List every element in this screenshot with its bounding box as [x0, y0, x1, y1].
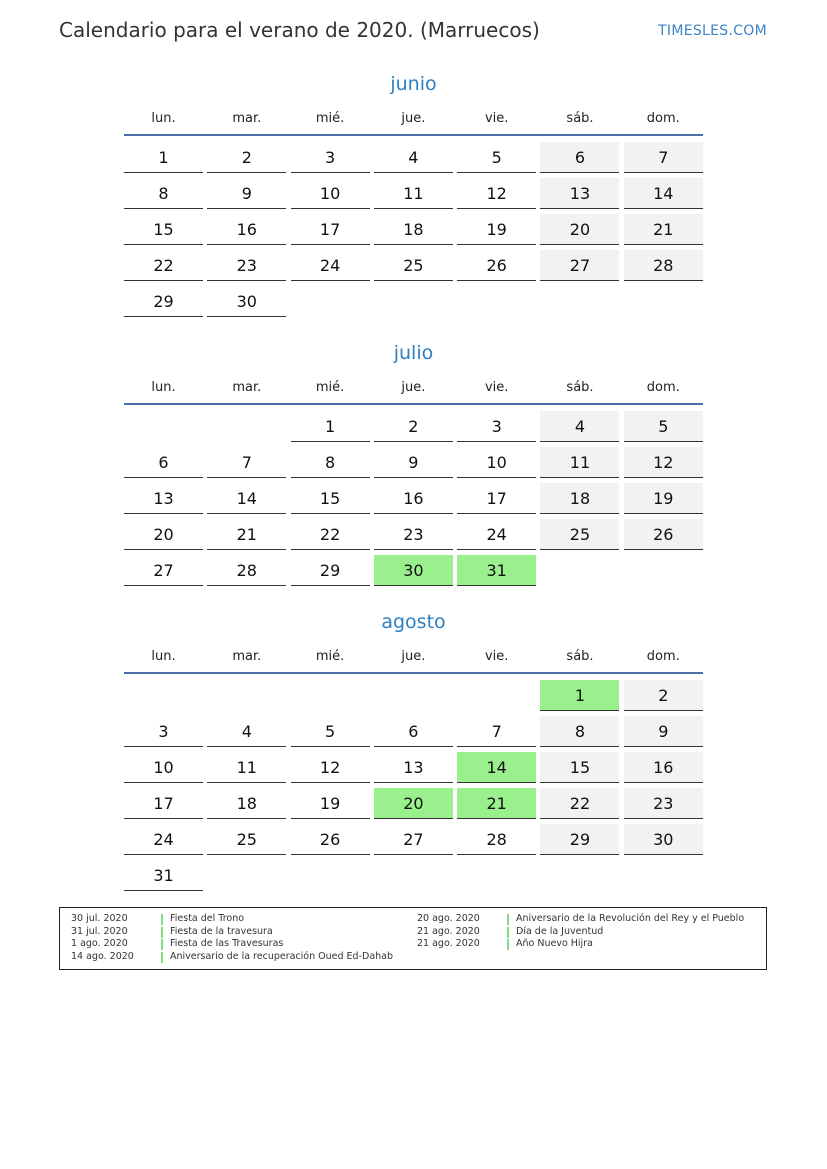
weekday-header	[124, 374, 703, 400]
day-cell: 8	[291, 447, 370, 478]
week-row	[124, 250, 703, 286]
empty-day-cell	[624, 860, 703, 891]
day-cell: 11	[540, 447, 619, 478]
legend-holiday-name: Fiesta de las Travesuras	[170, 938, 284, 950]
day-cell: 22	[540, 788, 619, 819]
day-cell: 20	[374, 788, 453, 819]
legend-item	[71, 913, 393, 926]
week-row	[124, 178, 703, 214]
empty-day-cell	[374, 860, 453, 891]
day-cell: 18	[207, 788, 286, 819]
holiday-marker	[161, 939, 163, 950]
empty-day-cell	[291, 860, 370, 891]
empty-day-cell	[624, 286, 703, 317]
week-row	[124, 555, 703, 591]
weekday-label: lun.	[151, 648, 176, 664]
day-cell: 6	[124, 447, 203, 478]
weekday-label: vie.	[484, 110, 509, 126]
day-cell: 22	[291, 519, 370, 550]
day-cell: 21	[457, 788, 536, 819]
weekday-label: jue.	[401, 110, 426, 126]
empty-day-cell	[457, 860, 536, 891]
holiday-legend	[59, 907, 767, 970]
brand-link[interactable]: TIMESLES.COM	[658, 23, 767, 39]
week-row	[124, 788, 703, 824]
day-cell: 15	[540, 752, 619, 783]
holiday-marker	[507, 927, 509, 938]
day-cell: 22	[124, 250, 203, 281]
legend-item	[71, 938, 393, 951]
weekday-label: mié.	[315, 648, 345, 664]
day-cell: 20	[540, 214, 619, 245]
day-cell: 1	[291, 411, 370, 442]
day-cell: 9	[207, 178, 286, 209]
month-calendar-agosto	[124, 608, 703, 896]
legend-holiday-name: Fiesta de la travesura	[170, 925, 273, 937]
day-cell: 19	[624, 483, 703, 514]
legend-date: 30 jul. 2020	[71, 913, 128, 924]
weekday-label: dom.	[646, 379, 680, 395]
day-cell: 8	[540, 716, 619, 747]
day-cell: 17	[291, 214, 370, 245]
day-cell: 2	[207, 142, 286, 173]
day-cell: 19	[291, 788, 370, 819]
day-cell: 27	[124, 555, 203, 586]
day-cell: 1	[124, 142, 203, 173]
empty-day-cell	[624, 555, 703, 586]
day-cell: 21	[624, 214, 703, 245]
month-calendar-junio	[124, 70, 703, 322]
empty-day-cell	[207, 860, 286, 891]
legend-column-left	[71, 913, 393, 964]
day-cell: 3	[124, 716, 203, 747]
weekday-label: lun.	[151, 110, 176, 126]
day-cell: 14	[457, 752, 536, 783]
day-cell: 4	[207, 716, 286, 747]
week-row	[124, 483, 703, 519]
weekday-label: mié.	[315, 379, 345, 395]
week-row	[124, 824, 703, 860]
day-cell: 17	[457, 483, 536, 514]
holiday-marker	[507, 914, 509, 925]
holiday-marker	[161, 927, 163, 938]
day-cell: 1	[540, 680, 619, 711]
day-cell: 14	[624, 178, 703, 209]
weekday-label: dom.	[646, 110, 680, 126]
day-cell: 27	[540, 250, 619, 281]
legend-column-right	[417, 913, 744, 951]
day-cell: 7	[207, 447, 286, 478]
empty-day-cell	[207, 411, 286, 442]
day-cell: 26	[457, 250, 536, 281]
day-cell: 10	[124, 752, 203, 783]
legend-holiday-name: Aniversario de la recuperación Oued Ed-Dahab	[170, 951, 394, 963]
day-cell: 31	[124, 860, 203, 891]
page-title: Calendario para el verano de 2020. (Marruecos)	[59, 18, 540, 42]
weekday-header	[124, 643, 703, 669]
day-cell: 30	[374, 555, 453, 586]
day-cell: 18	[540, 483, 619, 514]
day-cell: 20	[124, 519, 203, 550]
day-cell: 13	[124, 483, 203, 514]
month-title: agosto	[381, 611, 446, 633]
week-row	[124, 716, 703, 752]
weekday-label: sáb.	[566, 110, 594, 126]
weekday-label: vie.	[484, 379, 509, 395]
week-row	[124, 142, 703, 178]
day-cell: 4	[374, 142, 453, 173]
legend-date: 20 ago. 2020	[417, 913, 480, 924]
day-cell: 26	[624, 519, 703, 550]
legend-item	[71, 926, 393, 939]
day-cell: 27	[374, 824, 453, 855]
empty-day-cell	[291, 680, 370, 711]
legend-item	[417, 926, 744, 939]
empty-day-cell	[124, 411, 203, 442]
day-cell: 21	[207, 519, 286, 550]
day-cell: 23	[207, 250, 286, 281]
day-cell: 30	[207, 286, 286, 317]
legend-item	[71, 951, 393, 964]
day-cell: 12	[457, 178, 536, 209]
week-row	[124, 411, 703, 447]
weekday-label: mar.	[232, 110, 262, 126]
day-cell: 7	[624, 142, 703, 173]
legend-holiday-name: Aniversario de la Revolución del Rey y el Pueblo	[516, 913, 745, 924]
weekday-label: mié.	[315, 110, 345, 126]
holiday-marker	[507, 939, 509, 950]
legend-holiday-name: Año Nuevo Hijra	[516, 938, 593, 950]
weekday-label: jue.	[401, 379, 426, 395]
day-cell: 19	[457, 214, 536, 245]
day-cell: 3	[457, 411, 536, 442]
day-cell: 28	[624, 250, 703, 281]
header-divider	[124, 134, 703, 136]
legend-date: 21 ago. 2020	[417, 938, 480, 950]
week-row	[124, 214, 703, 250]
day-cell: 29	[540, 824, 619, 855]
empty-day-cell	[540, 286, 619, 317]
day-cell: 25	[374, 250, 453, 281]
legend-date: 21 ago. 2020	[417, 925, 480, 937]
weekday-label: mar.	[232, 379, 262, 395]
day-cell: 25	[540, 519, 619, 550]
header-divider	[124, 672, 703, 674]
day-cell: 16	[374, 483, 453, 514]
weekday-label: jue.	[401, 648, 426, 664]
day-cell: 11	[374, 178, 453, 209]
day-cell: 9	[624, 716, 703, 747]
day-cell: 14	[207, 483, 286, 514]
weekday-label: sáb.	[566, 379, 594, 395]
legend-date: 14 ago. 2020	[71, 951, 134, 963]
legend-date: 1 ago. 2020	[71, 938, 128, 950]
day-cell: 24	[457, 519, 536, 550]
day-cell: 29	[124, 286, 203, 317]
weekday-label: lun.	[151, 379, 176, 395]
weekday-label: sáb.	[566, 648, 594, 664]
day-cell: 16	[624, 752, 703, 783]
day-cell: 15	[291, 483, 370, 514]
empty-day-cell	[457, 286, 536, 317]
empty-day-cell	[207, 680, 286, 711]
weekday-label: vie.	[484, 648, 509, 664]
empty-day-cell	[374, 680, 453, 711]
legend-item	[417, 938, 744, 951]
month-calendar-julio	[124, 339, 703, 591]
day-cell: 17	[124, 788, 203, 819]
day-cell: 5	[291, 716, 370, 747]
empty-day-cell	[540, 555, 619, 586]
day-cell: 29	[291, 555, 370, 586]
day-cell: 30	[624, 824, 703, 855]
day-cell: 28	[457, 824, 536, 855]
week-row	[124, 860, 703, 896]
empty-day-cell	[540, 860, 619, 891]
day-cell: 13	[540, 178, 619, 209]
week-row	[124, 447, 703, 483]
day-cell: 4	[540, 411, 619, 442]
day-cell: 24	[291, 250, 370, 281]
empty-day-cell	[457, 680, 536, 711]
holiday-marker	[161, 952, 163, 963]
legend-holiday-name: Fiesta del Trono	[170, 913, 245, 924]
empty-day-cell	[291, 286, 370, 317]
week-row	[124, 680, 703, 716]
day-cell: 25	[207, 824, 286, 855]
day-cell: 24	[124, 824, 203, 855]
day-cell: 8	[124, 178, 203, 209]
month-title: julio	[393, 342, 434, 364]
empty-day-cell	[124, 680, 203, 711]
day-cell: 10	[457, 447, 536, 478]
month-title: junio	[390, 73, 437, 95]
header-divider	[124, 403, 703, 405]
holiday-marker	[161, 914, 163, 925]
day-cell: 31	[457, 555, 536, 586]
day-cell: 23	[374, 519, 453, 550]
weekday-header	[124, 105, 703, 131]
day-cell: 3	[291, 142, 370, 173]
day-cell: 10	[291, 178, 370, 209]
legend-item	[417, 913, 744, 926]
week-row	[124, 752, 703, 788]
day-cell: 15	[124, 214, 203, 245]
day-cell: 12	[624, 447, 703, 478]
day-cell: 11	[207, 752, 286, 783]
weekday-label: dom.	[646, 648, 680, 664]
legend-date: 31 jul. 2020	[71, 925, 128, 937]
day-cell: 5	[457, 142, 536, 173]
week-row	[124, 286, 703, 322]
legend-holiday-name: Día de la Juventud	[516, 925, 604, 937]
day-cell: 9	[374, 447, 453, 478]
day-cell: 23	[624, 788, 703, 819]
day-cell: 12	[291, 752, 370, 783]
day-cell: 13	[374, 752, 453, 783]
day-cell: 6	[374, 716, 453, 747]
day-cell: 16	[207, 214, 286, 245]
day-cell: 2	[374, 411, 453, 442]
day-cell: 26	[291, 824, 370, 855]
week-row	[124, 519, 703, 555]
day-cell: 28	[207, 555, 286, 586]
day-cell: 2	[624, 680, 703, 711]
empty-day-cell	[374, 286, 453, 317]
day-cell: 18	[374, 214, 453, 245]
day-cell: 5	[624, 411, 703, 442]
day-cell: 6	[540, 142, 619, 173]
day-cell: 7	[457, 716, 536, 747]
weekday-label: mar.	[232, 648, 262, 664]
